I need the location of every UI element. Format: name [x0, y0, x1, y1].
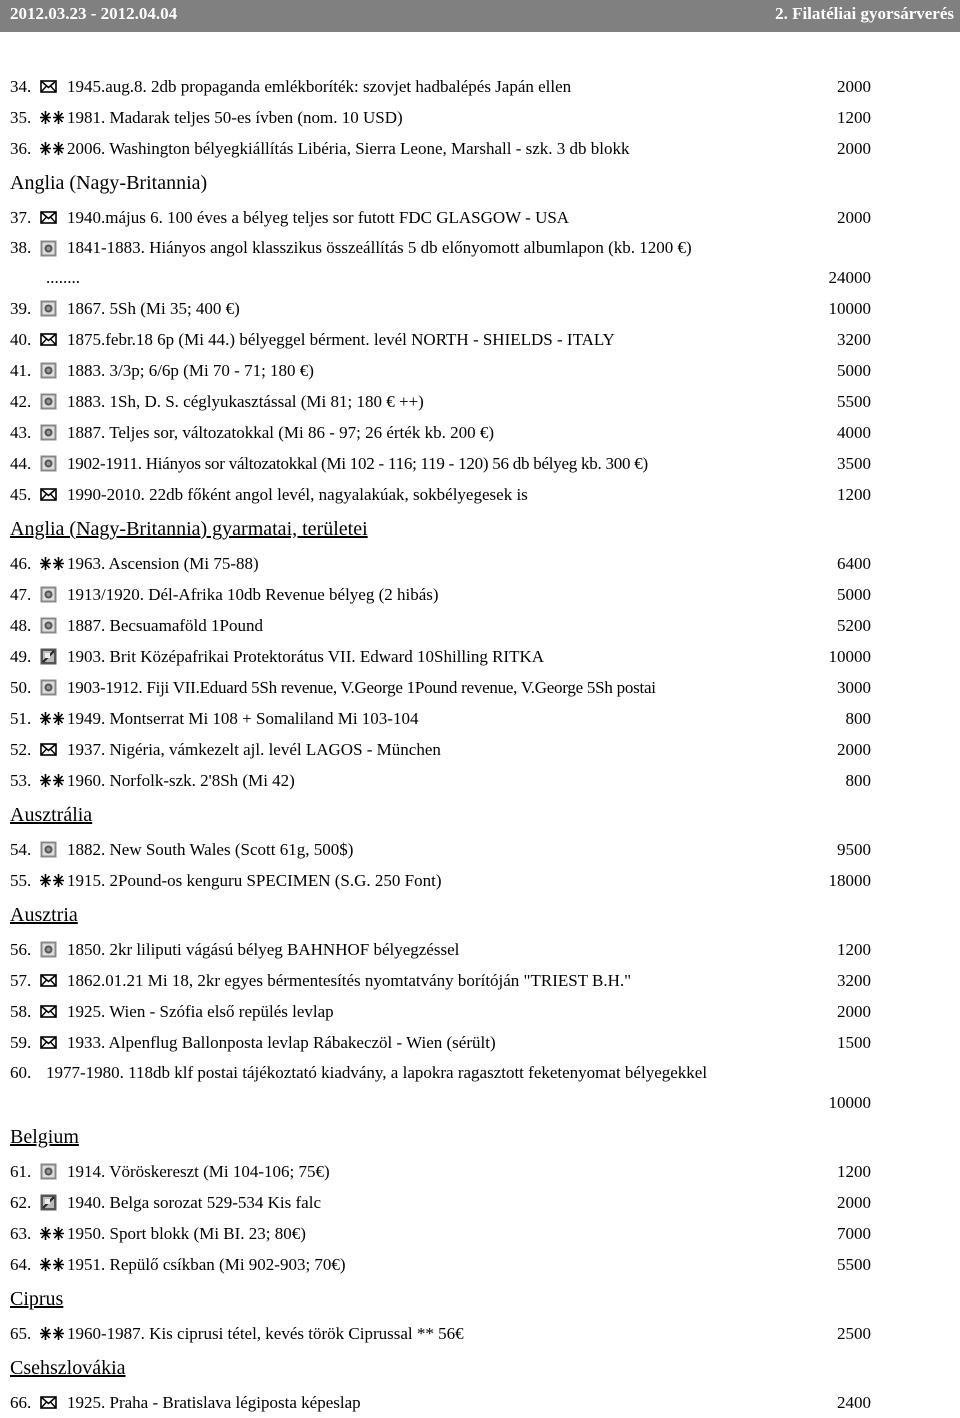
page-header — [0, 0, 960, 32]
lot-row — [0, 734, 960, 765]
lot-number: 63. — [10, 1224, 32, 1243]
lot-description: 1937. Nigéria, vámkezelt ajl. levél LAGOS - München — [67, 740, 441, 759]
lot-number: 41. — [10, 361, 32, 380]
lot-price: 2000 — [837, 77, 871, 96]
lot-price: 1500 — [837, 1033, 871, 1052]
lot-price: 10000 — [828, 1093, 871, 1112]
lot-description: 1951. Repülő csíkban (Mi 902-903; 70€) — [67, 1255, 346, 1274]
lot-row — [0, 672, 960, 703]
lot-description: 1915. 2Pound-os kenguru SPECIMEN (S.G. 250 Font) — [67, 871, 442, 890]
section-heading: Anglia (Nagy-Britannia) gyarmatai, területei — [10, 518, 368, 540]
lot-price: 7000 — [837, 1224, 871, 1243]
lot-continuation — [0, 1087, 960, 1118]
lot-description: 2006. Washington bélyegkiállítás Libéria, Sierra Leone, Marshall - szk. 3 db blokk — [67, 139, 630, 158]
lot-price: 10000 — [828, 647, 871, 666]
lot-row — [0, 479, 960, 510]
lot-row — [0, 293, 960, 324]
lot-price: 5500 — [837, 392, 871, 411]
lot-description: 1940. Belga sorozat 529-534 Kis falc — [67, 1193, 321, 1212]
lot-number: 40. — [10, 330, 32, 349]
lot-row — [0, 579, 960, 610]
lot-number: 35. — [10, 108, 32, 127]
lot-number: 52. — [10, 740, 32, 759]
lot-description: 1925. Wien - Szófia első repülés levlap — [67, 1002, 334, 1021]
lot-row — [0, 865, 960, 896]
lot-row — [0, 202, 960, 233]
lot-number: 57. — [10, 971, 32, 990]
lot-price: 800 — [845, 709, 871, 728]
lot-price: 5000 — [837, 361, 871, 380]
lot-number: 65. — [10, 1324, 32, 1343]
lot-number: 53. — [10, 771, 32, 790]
lot-description: 1883. 3/3p; 6/6p (Mi 70 - 71; 180 €) — [67, 361, 314, 380]
lot-description: 1914. Vöröskereszt (Mi 104-106; 75€) — [67, 1162, 330, 1181]
lot-price: 1200 — [837, 1162, 871, 1181]
lot-row — [0, 133, 960, 164]
lot-number: 48. — [10, 616, 32, 635]
lot-row — [0, 448, 960, 479]
lot-row — [0, 1027, 960, 1058]
lot-description: 1903-1912. Fiji VII.Eduard 5Sh revenue, V.George 1Pound revenue, V.George 5Sh postai — [67, 678, 656, 697]
lot-row — [0, 703, 960, 734]
lot-price: 1200 — [837, 940, 871, 959]
lot-row — [0, 102, 960, 133]
section-heading: Ausztria — [10, 904, 78, 926]
lot-row — [0, 417, 960, 448]
lot-row — [0, 1318, 960, 1349]
lot-row — [0, 610, 960, 641]
lot-description: 1887. Becsuamaföld 1Pound — [67, 616, 263, 635]
lot-description: 1925. Praha - Bratislava légiposta képeslap — [67, 1393, 361, 1412]
lot-description: 1850. 2kr liliputi vágású bélyeg BAHNHOF bélyegzéssel — [67, 940, 460, 959]
section-heading: Belgium — [10, 1126, 79, 1148]
lot-row — [0, 355, 960, 386]
lot-price: 1200 — [837, 108, 871, 127]
lot-row — [0, 71, 960, 102]
lot-price: 3000 — [837, 678, 871, 697]
lot-price: 9500 — [837, 840, 871, 859]
lot-number: 64. — [10, 1255, 32, 1274]
lot-description: 1963. Ascension (Mi 75-88) — [67, 554, 259, 573]
lot-description: 1883. 1Sh, D. S. céglyukasztással (Mi 81; 180 € ++) — [67, 392, 424, 411]
lot-price: 2000 — [837, 740, 871, 759]
section-title: 2. Filatéliai gyorsárverés — [775, 4, 954, 23]
lot-number: 38. — [10, 238, 32, 257]
lot-number: 39. — [10, 299, 32, 318]
lot-number: 47. — [10, 585, 32, 604]
lot-number: 66. — [10, 1393, 32, 1412]
lot-row — [0, 1187, 960, 1218]
lot-price: 5200 — [837, 616, 871, 635]
lot-row — [0, 1387, 960, 1418]
lot-description: 1841-1883. Hiányos angol klasszikus összeállítás 5 db előnyomott albumlapon (kb. 1200 €) — [67, 238, 692, 257]
lot-description: 1960-1987. Kis ciprusi tétel, kevés török Ciprussal ** 56€ — [67, 1324, 464, 1343]
lot-price: 2000 — [837, 1002, 871, 1021]
lot-description: 1933. Alpenflug Ballonposta levlap Rábakeczöl - Wien (sérült) — [67, 1033, 496, 1052]
lot-number: 56. — [10, 940, 32, 959]
lot-price: 5500 — [837, 1255, 871, 1274]
lot-description: 1875.febr.18 6p (Mi 44.) bélyeggel bérment. levél NORTH - SHIELDS - ITALY — [67, 330, 615, 349]
section-heading: Csehszlovákia — [10, 1357, 126, 1379]
section-heading: Ausztrália — [10, 804, 93, 826]
lot-number: 42. — [10, 392, 32, 411]
lot-price: 2400 — [837, 1393, 871, 1412]
lot-number: 61. — [10, 1162, 32, 1181]
section-heading: Anglia (Nagy-Britannia) — [10, 172, 208, 194]
lot-price: 800 — [845, 771, 871, 790]
lot-row — [0, 386, 960, 417]
lot-number: 34. — [10, 77, 32, 96]
lot-number: 36. — [10, 139, 32, 158]
lot-price: 2500 — [837, 1324, 871, 1343]
lot-number: 46. — [10, 554, 32, 573]
lot-row — [0, 996, 960, 1027]
lot-description: 1940.május 6. 100 éves a bélyeg teljes sor futott FDC GLASGOW - USA — [67, 208, 570, 227]
lot-price: 1200 — [837, 485, 871, 504]
lot-description: 1913/1920. Dél-Afrika 10db Revenue bélyeg (2 hibás) — [67, 585, 439, 604]
lot-number: 59. — [10, 1033, 32, 1052]
lot-row — [0, 765, 960, 796]
lot-description-continued: ........ — [46, 268, 80, 287]
lot-price: 2000 — [837, 208, 871, 227]
lot-number: 55. — [10, 871, 32, 890]
lot-number: 43. — [10, 423, 32, 442]
lot-row — [0, 1058, 960, 1087]
lot-number: 45. — [10, 485, 32, 504]
lot-number: 51. — [10, 709, 32, 728]
lot-row — [0, 641, 960, 672]
lot-row — [0, 1156, 960, 1187]
lot-description: 1981. Madarak teljes 50-es ívben (nom. 10 USD) — [67, 108, 403, 127]
lot-description: 1887. Teljes sor, változatokkal (Mi 86 - 97; 26 érték kb. 200 €) — [67, 423, 494, 442]
lot-continuation — [0, 262, 960, 293]
lot-price: 3200 — [837, 971, 871, 990]
lot-number: 37. — [10, 208, 32, 227]
lot-row — [0, 548, 960, 579]
lot-price: 2000 — [837, 139, 871, 158]
lot-number: 62. — [10, 1193, 32, 1212]
lot-number: 49. — [10, 647, 32, 666]
lot-number: 50. — [10, 678, 32, 697]
lot-description: 1882. New South Wales (Scott 61g, 500$) — [67, 840, 354, 859]
lot-row — [0, 934, 960, 965]
lot-row — [0, 1249, 960, 1280]
auction-lot-list — [0, 71, 960, 1418]
lot-price: 6400 — [837, 554, 871, 573]
lot-price: 24000 — [828, 268, 871, 287]
lot-description: 1977-1980. 118db klf postai tájékoztató kiadvány, a lapokra ragasztott feketenyomat bélyegekkel — [46, 1063, 708, 1082]
lot-row — [0, 324, 960, 355]
lot-description: 1960. Norfolk-szk. 2'8Sh (Mi 42) — [67, 771, 295, 790]
lot-description: 1945.aug.8. 2db propaganda emlékboríték: szovjet hadbalépés Japán ellen — [67, 77, 572, 96]
date-range: 2012.03.23 - 2012.04.04 — [10, 4, 178, 23]
lot-number: 54. — [10, 840, 32, 859]
lot-row — [0, 834, 960, 865]
lot-price: 3500 — [837, 454, 871, 473]
lot-description: 1950. Sport blokk (Mi BI. 23; 80€) — [67, 1224, 306, 1243]
postmark-circle-icon — [40, 240, 57, 257]
lot-description: 1990-2010. 22db főként angol levél, nagyalakúak, sokbélyegesek is — [67, 485, 528, 504]
lot-price: 2000 — [837, 1193, 871, 1212]
lot-description: 1902-1911. Hiányos sor változatokkal (Mi 102 - 116; 119 - 120) 56 db bélyeg kb. 300 €) — [67, 454, 648, 473]
lot-number: 60. — [10, 1063, 32, 1082]
lot-description: 1903. Brit Középafrikai Protektorátus VII. Edward 10Shilling RITKA — [67, 647, 545, 666]
section-heading: Ciprus — [10, 1288, 64, 1310]
lot-description: 1867. 5Sh (Mi 35; 400 €) — [67, 299, 240, 318]
lot-row — [0, 233, 960, 262]
lot-price: 10000 — [828, 299, 871, 318]
lot-price: 18000 — [828, 871, 871, 890]
lot-number: 58. — [10, 1002, 32, 1021]
lot-price: 4000 — [837, 423, 871, 442]
lot-number: 44. — [10, 454, 32, 473]
lot-row — [0, 965, 960, 996]
lot-description: 1862.01.21 Mi 18, 2kr egyes bérmentesítés nyomtatvány borítóján "TRIEST B.H." — [67, 971, 632, 990]
lot-row — [0, 1218, 960, 1249]
lot-description: 1949. Montserrat Mi 108 + Somaliland Mi 103-104 — [67, 709, 419, 728]
lot-price: 5000 — [837, 585, 871, 604]
lot-price: 3200 — [837, 330, 871, 349]
